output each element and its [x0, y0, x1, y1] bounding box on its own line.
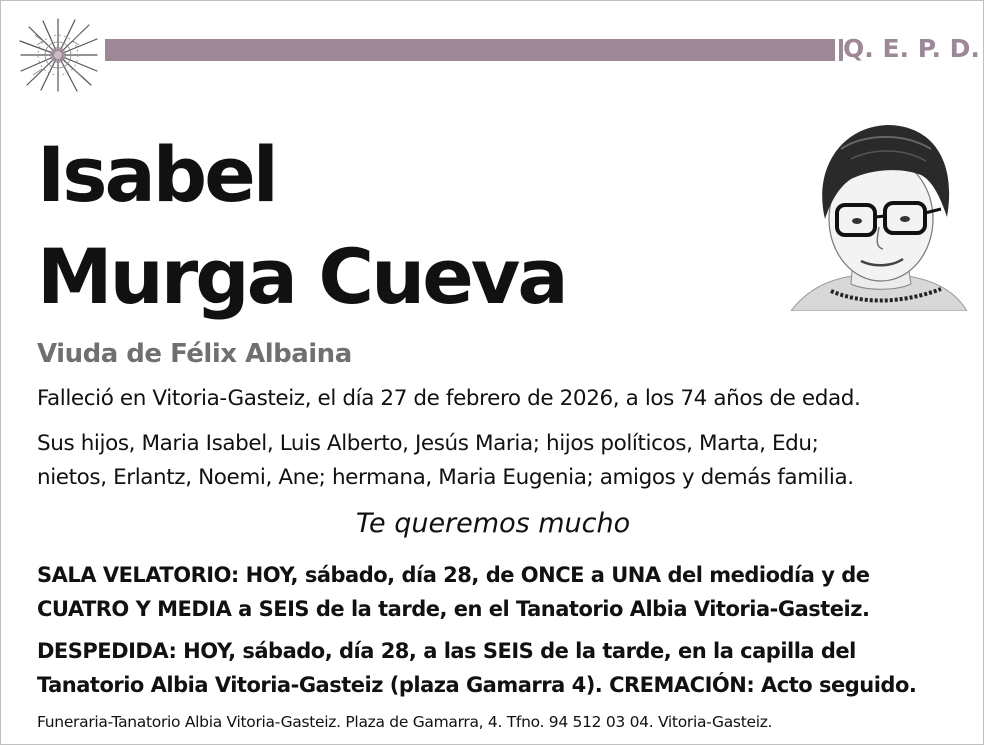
wake-info: [37, 558, 967, 626]
deceased-first-name: Isabel: [37, 130, 276, 219]
death-notice: Falleció en Vitoria-Gasteiz, el día 27 de febrero de 2026, a los 74 años de edad.: [37, 386, 861, 411]
farewell-line: DESPEDIDA: HOY, sábado, día 28, a las SEIS de la tarde, en la capilla del: [37, 639, 856, 663]
qepd-label: Q. E. P. D.: [843, 34, 980, 63]
family-line: Sus hijos, Maria Isabel, Luis Alberto, Jesús Maria; hijos políticos, Marta, Edu;: [37, 431, 819, 456]
wake-line: SALA VELATORIO: HOY, sábado, día 28, de ONCE a UNA del mediodía y de: [37, 563, 870, 587]
farewell-line: Tanatorio Albia Vitoria-Gasteiz (plaza Gamarra 4). CREMACIÓN: Acto seguido.: [37, 673, 917, 697]
motto: Te queremos mucho: [355, 508, 631, 539]
funeral-home-footer: Funeraria-Tanatorio Albia Vitoria-Gasteiz. Plaza de Gamarra, 4. Tfno. 94 512 03 04. Vitoria-Gasteiz.: [37, 713, 773, 731]
family-list: [37, 427, 957, 495]
flower-icon: [15, 15, 101, 95]
family-line: nietos, Erlantz, Noemi, Ane; hermana, Maria Eugenia; amigos y demás familia.: [37, 465, 854, 490]
portrait-photo: [791, 109, 967, 311]
wake-line: CUATRO Y MEDIA a SEIS de la tarde, en el Tanatorio Albia Vitoria-Gasteiz.: [37, 597, 870, 621]
widow-line: Viuda de Félix Albaina: [37, 339, 352, 369]
deceased-surnames: Murga Cueva: [37, 232, 566, 321]
farewell-info: [37, 634, 967, 702]
header-bar: [105, 39, 835, 61]
